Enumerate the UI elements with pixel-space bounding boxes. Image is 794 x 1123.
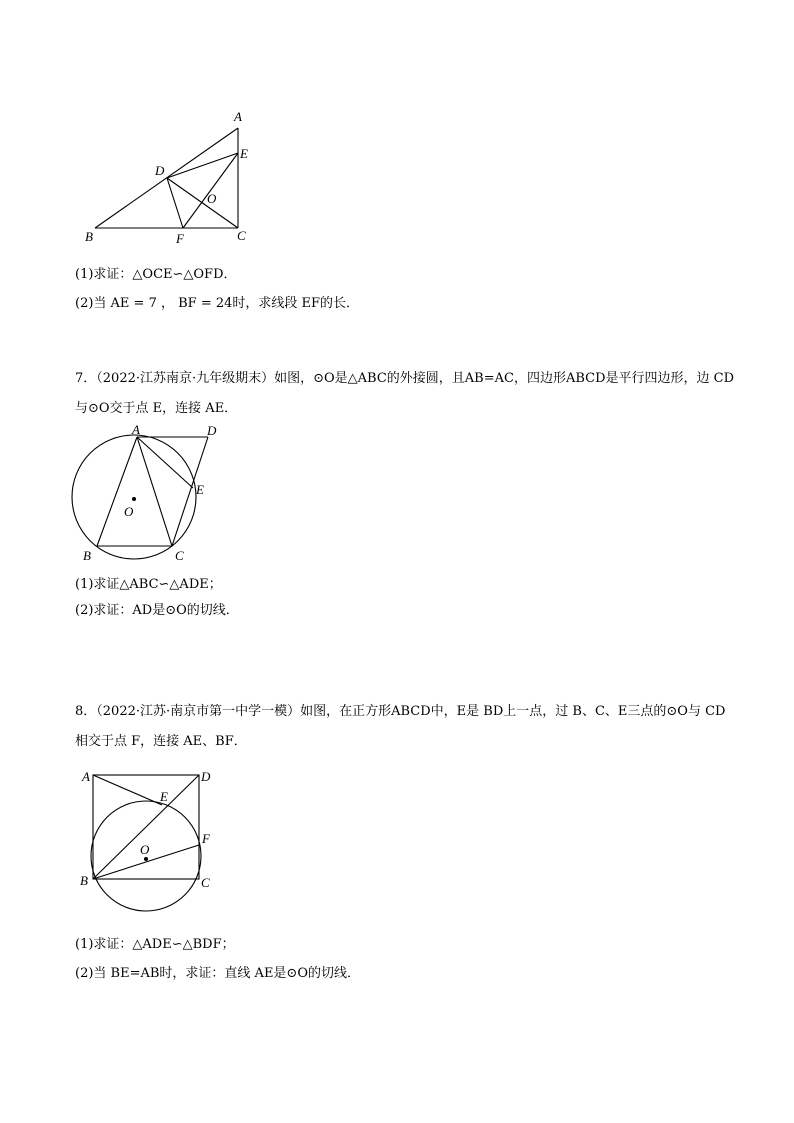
- label-o: O: [124, 504, 134, 519]
- label-f: F: [176, 231, 184, 246]
- label-e: E: [240, 146, 248, 161]
- segment-de: [167, 153, 238, 178]
- segment-ab: [97, 437, 137, 546]
- q8-part1: (1)求证：△ADE∽△BDF；: [75, 937, 235, 952]
- segment-dc: [167, 178, 238, 228]
- figure-q7: [65, 420, 225, 565]
- q8-stem: 8．（2022·江苏·南京市第一中学一模）如图，在正方形ABCD中，E是 BD上一点，过 B、C、E三点的⊙O与 CD相交于点 F，连接 AE、BF．: [75, 704, 726, 749]
- label-d: D: [201, 769, 211, 784]
- center-dot: [132, 497, 136, 501]
- q6-part2: (2)当 AE = 7 ， BF = 24时，求线段 EF的长．: [75, 296, 360, 311]
- segment-ae: [93, 775, 162, 805]
- label-o: O: [140, 842, 150, 857]
- label-a: A: [234, 109, 242, 124]
- center-dot: [144, 857, 148, 861]
- label-a: A: [82, 769, 90, 784]
- segment-bd: [93, 775, 199, 879]
- figure-q8: [75, 760, 225, 920]
- label-f: F: [202, 831, 210, 846]
- label-b: B: [85, 229, 93, 244]
- label-c: C: [237, 228, 246, 243]
- q7-part2: (2)求证：AD是⊙O的切线．: [75, 603, 239, 618]
- label-a: A: [132, 422, 140, 437]
- label-c: C: [175, 548, 184, 563]
- q8-part2: (2)当 BE=AB时，求证：直线 AE是⊙O的切线．: [75, 966, 360, 981]
- label-e: E: [160, 789, 168, 804]
- segment-df: [167, 178, 183, 228]
- label-d: D: [207, 423, 217, 438]
- q6-part1: (1)求证：△OCE∽△OFD．: [75, 267, 237, 282]
- label-c: C: [201, 875, 210, 890]
- q7-part1: (1)求证△ABC∽△ADE；: [75, 577, 222, 592]
- label-o: O: [207, 191, 217, 206]
- label-d: D: [155, 163, 165, 178]
- label-b: B: [83, 548, 91, 563]
- label-e: E: [196, 482, 204, 497]
- label-b: B: [80, 873, 88, 888]
- q7-stem: 7．（2022·江苏南京·九年级期末）如图，⊙O是△ABC的外接圆，且AB=AC，四边形ABCD是平行四边形，边 CD与⊙O交于点 E，连接 AE．: [75, 371, 735, 416]
- figure-q6: [70, 100, 290, 250]
